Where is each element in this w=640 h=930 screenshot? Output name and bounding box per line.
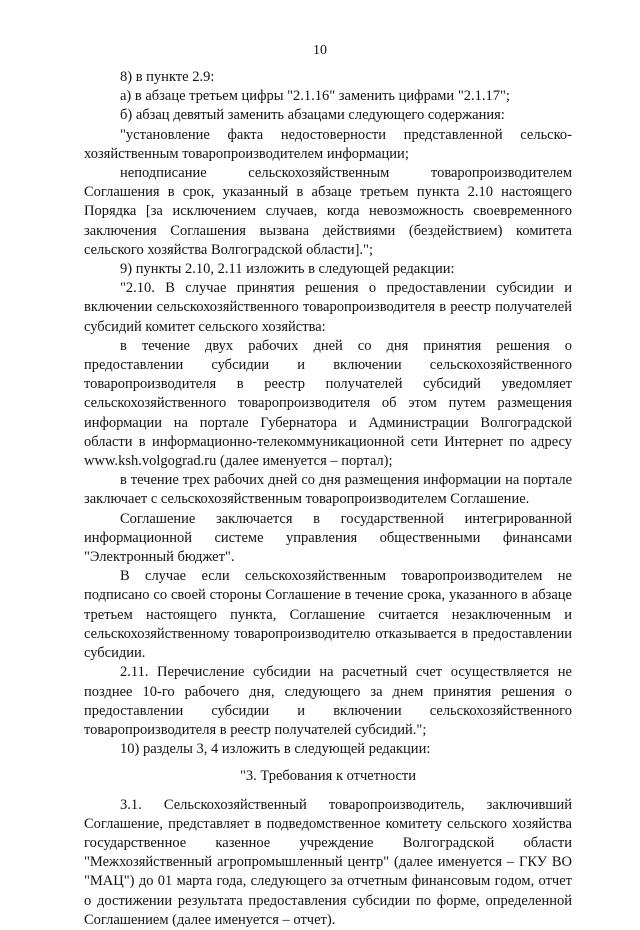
paragraph-three-days-agreement: в течение трех рабочих дней со дня размещения информации на портале заключает с сельскохозяйственным товаропроизводителем Соглашение. <box>84 472 572 508</box>
paragraph-clause-2-11: 2.11. Перечисление субсидии на расчетный счет осуществляется не позднее 10-го рабочего дня, следующего за днем принятия решения о предоставлении субсидии и включении сельскохозяйственного товаропроизводителя в реестр получателей субсидий."; <box>84 664 572 738</box>
paragraph-unsigned-agreement: В случае если сельскохозяйственным товаропроизводителем не подписано со своей стороны Соглашение в течение срока, указанного в абзаце третьем настоящего пункта, Соглашение считается незаключенным и сельскохозяйственному товаропроизводителю отказывается в предоставлении субсидии. <box>84 568 572 662</box>
paragraph-clause-2-10: "2.10. В случае принятия решения о предоставлении субсидии и включении сельскохозяйственного товаропроизводителя в реестр получателей субсидий комитет сельского хозяйства: <box>84 280 572 335</box>
paragraph-subitem-b: б) абзац девятый заменить абзацами следующего содержания: <box>120 107 505 124</box>
paragraph-clause-3-1: 3.1. Сельскохозяйственный товаропроизводитель, заключивший Соглашение, представляет в подведомственное комитету сельского хозяйства государственное казенное учреждение Волгоградской области "Межхозяйственный агропромышленный центр" (далее именуется – ГКУ ВО "МАЦ") до 01 марта года, следующего за отчетным финансовым годом, отчет о достижении результата предоставления субсидии по форме, определенной Соглашением (далее именуется – отчет). <box>84 796 572 928</box>
paragraph-item-10: 10) разделы 3, 4 изложить в следующей редакции: <box>120 741 431 758</box>
paragraph-non-signing: неподписание сельскохозяйственным товаропроизводителем Соглашения в срок, указанный в абзаце третьем пункта 2.10 настоящего Порядка [за исключением случаев, когда невозможность своевременного заключения Соглашения вызвана действиями (бездействием) комитета сельского хозяйства Волгоградской области]."; <box>84 165 572 258</box>
paragraph-item-9: 9) пункты 2.10, 2.11 изложить в следующей редакции: <box>120 261 455 278</box>
section-heading: "3. Требования к отчетности <box>240 768 416 785</box>
page-number: 10 <box>313 43 327 58</box>
paragraph-item-8: 8) в пункте 2.9: <box>120 69 215 85</box>
paragraph-electronic-budget: Соглашение заключается в государственной интегрированной информационной системе управления общественными финансами "Электронный бюджет". <box>84 510 572 566</box>
document-body <box>84 68 572 930</box>
paragraph-quote-unreliable-info: "установление факта недостоверности представленной сельско-хозяйственным товаропроизводителем информации; <box>84 126 572 162</box>
paragraph-subitem-a: а) в абзаце третьем цифры "2.1.16" заменить цифрами "2.1.17"; <box>120 88 510 105</box>
paragraph-two-days-notice: в течение двух рабочих дней со дня принятия решения о предоставлении субсидии и включении сельскохозяйственного товаропроизводителя в реестр получателей субсидий уведомляет сельскохозяйственного товаропроизводителя об этом путем размещения информации на портале Губернатора и Администрации Волгоградской области в информационно-телекоммуникационной сети Интернет по адресу www.ksh.volgograd.ru (далее именуется – портал); <box>84 337 572 470</box>
